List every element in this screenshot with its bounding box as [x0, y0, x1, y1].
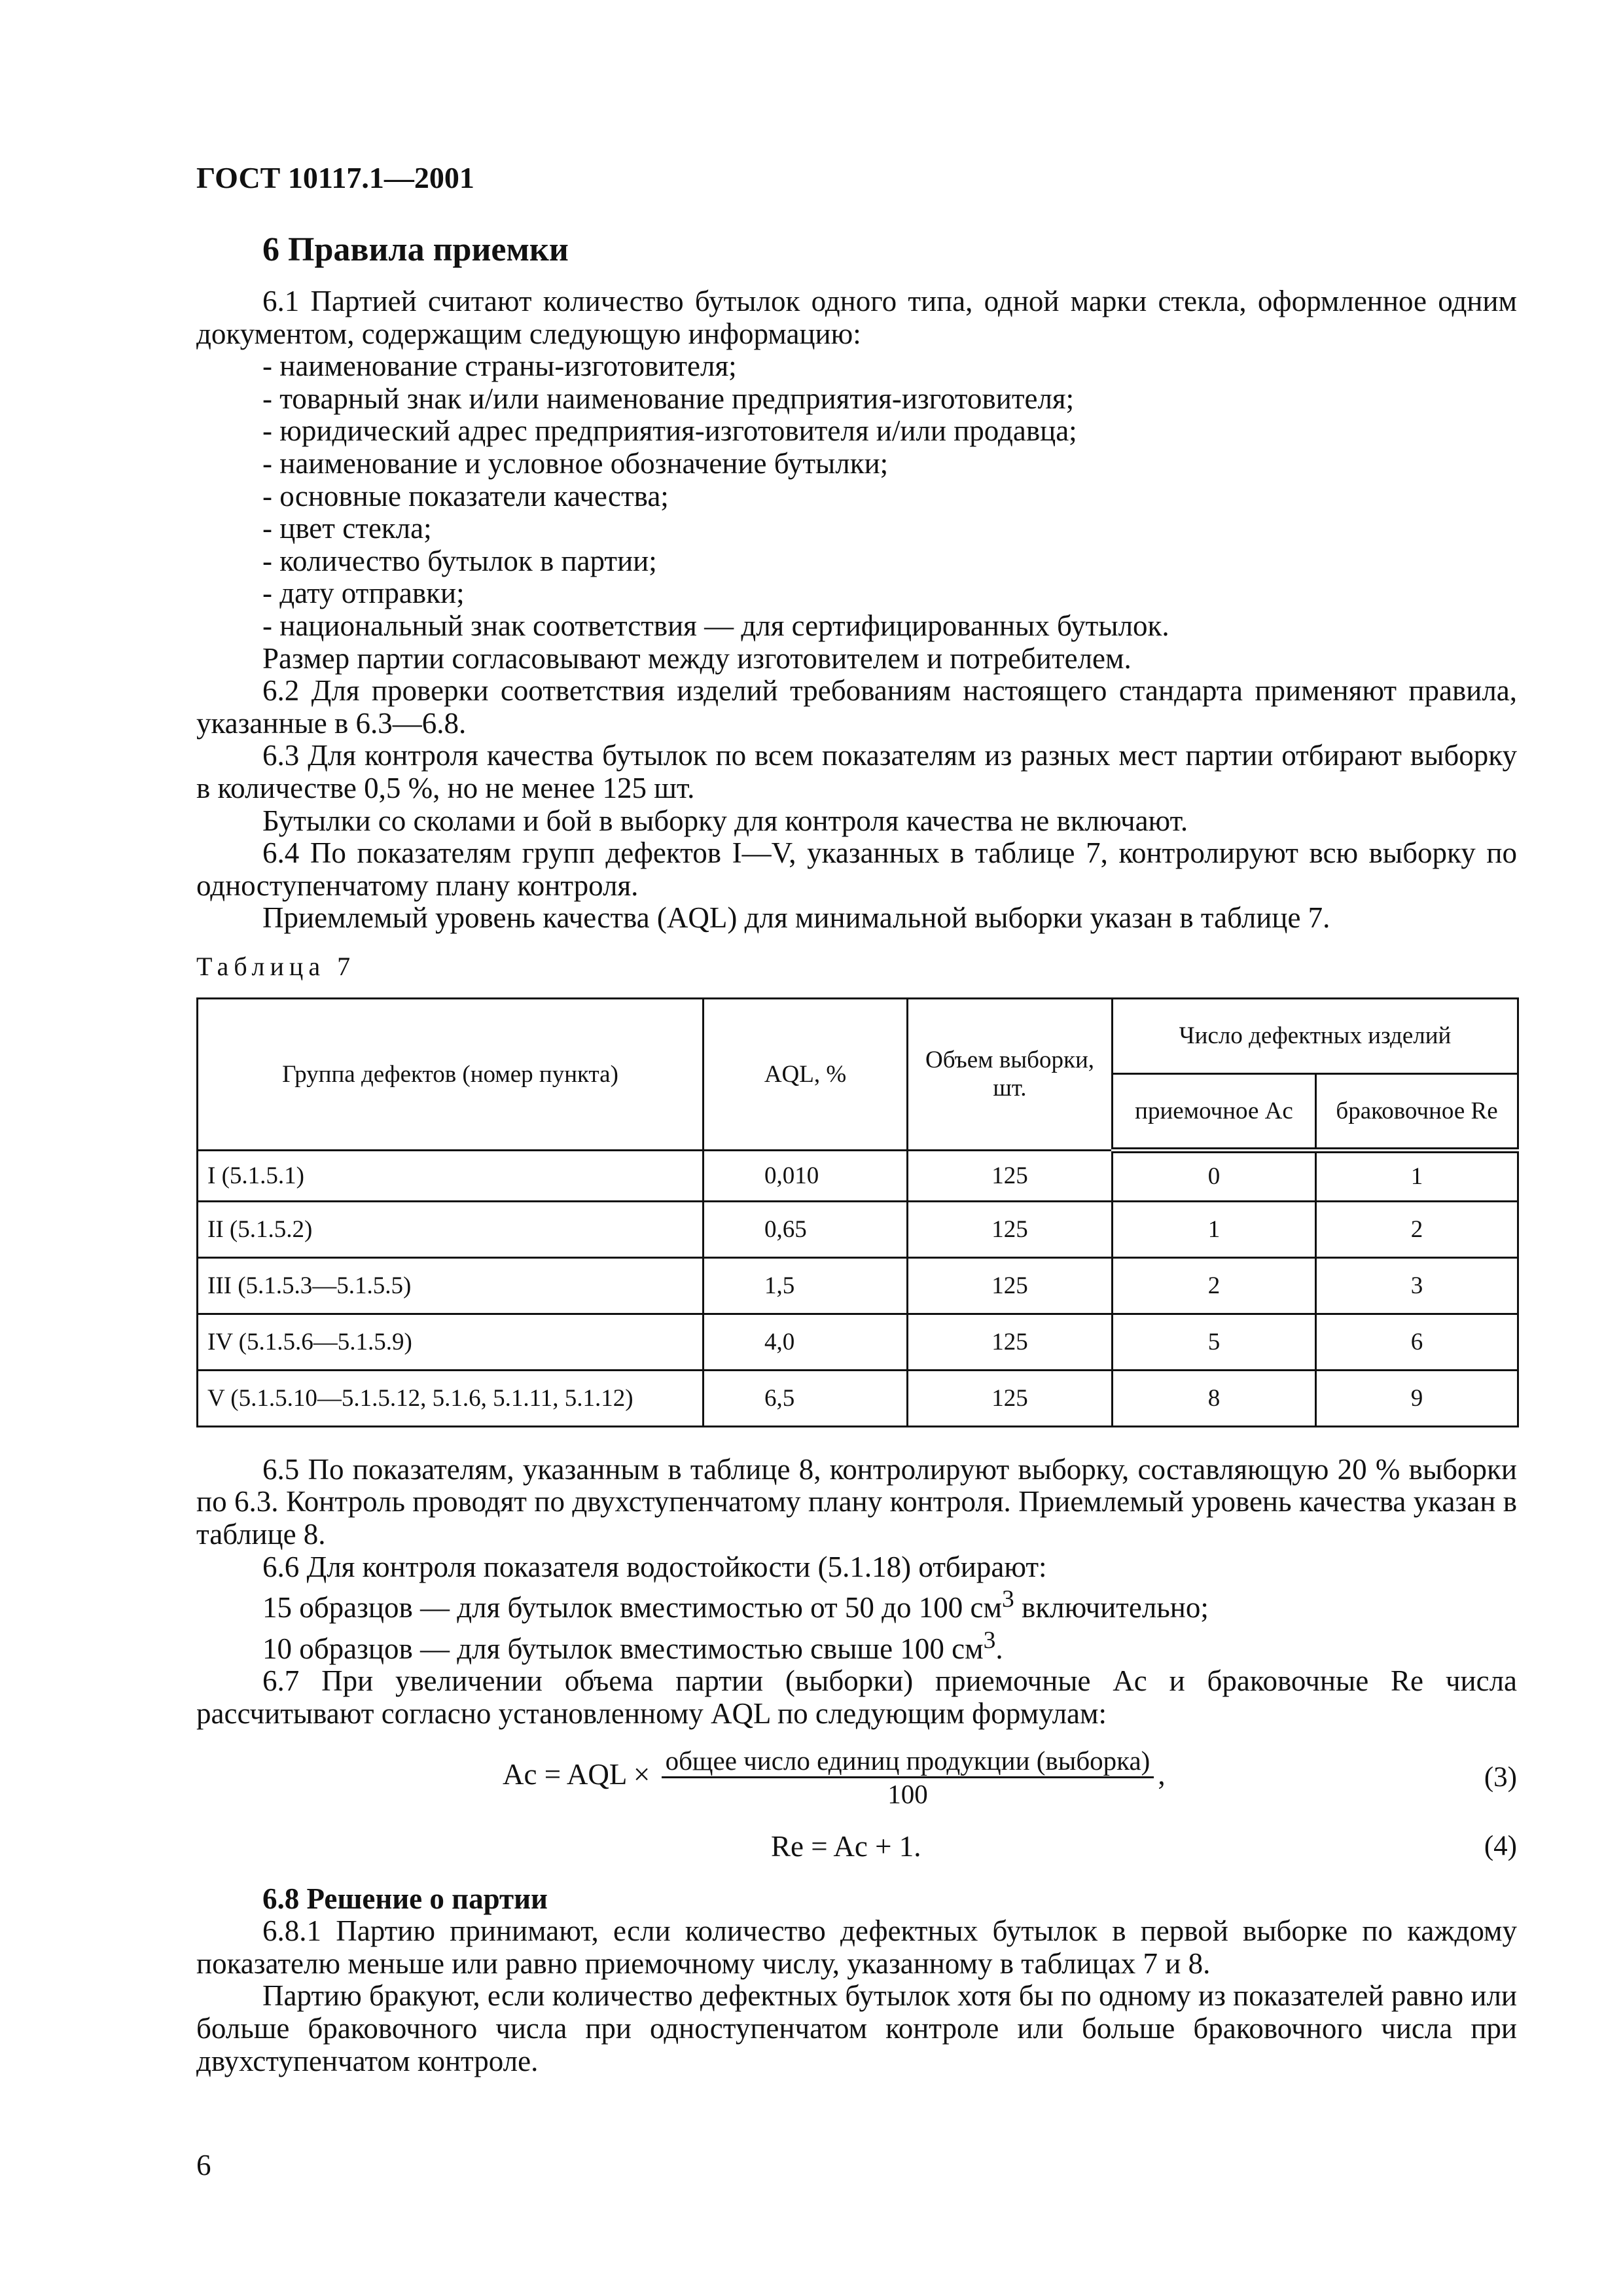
paragraph-6-8-1: 6.8.1 Партию принимают, если количество дефектных бутылок в первой выборке по каждому показателю меньше или равно приемочному числу, указанному в таблицах 7 и 8.	[196, 1914, 1517, 1980]
cell-sample: 125	[908, 1314, 1113, 1370]
cell-sample: 125	[908, 1370, 1113, 1426]
list-item: - цвет стекла;	[262, 512, 432, 545]
list-item: - наименование страны-изготовителя;	[262, 350, 737, 383]
cell-ac: 2	[1113, 1257, 1316, 1314]
cell-re: 6	[1316, 1314, 1518, 1370]
paragraph-6-3: 6.3 Для контроля качества бутылок по всем показателям из разных мест партии отбирают выборку в количестве 0,5 %, но не менее 125 шт.	[196, 739, 1517, 804]
document-header: ГОСТ 10117.1—2001	[196, 161, 474, 194]
formula-lhs: Ac = AQL ×	[503, 1757, 651, 1791]
cell-re: 1	[1316, 1150, 1518, 1201]
list-item: - национальный знак соответствия — для сертифицированных бутылок.	[262, 609, 1169, 642]
formula-4: Re = Ac + 1.	[771, 1829, 921, 1863]
header-group: Группа дефектов (номер пункта)	[198, 998, 704, 1150]
paragraph-6-7: 6.7 При увеличении объема партии (выборки) приемочные Ac и браковочные Re числа рассчитывают согласно установленному AQL по следующим формулам:	[196, 1664, 1517, 1731]
cell-ac: 5	[1113, 1314, 1316, 1370]
list-item: - основные показатели качества;	[262, 479, 669, 512]
list-item: - товарный знак и/или наименование предприятия-изготовителя;	[262, 382, 1075, 415]
table-row	[198, 1370, 1518, 1426]
paragraph-6-6: 6.6 Для контроля показателя водостойкости (5.1.18) отбирают:	[262, 1550, 1047, 1583]
section-body-2	[196, 1454, 1517, 1731]
header-defects: Число дефектных изделий	[1113, 998, 1518, 1073]
paragraph: Бутылки со сколами и бой в выборку для контроля качества не включают.	[262, 804, 1188, 837]
text: .	[995, 1632, 1003, 1665]
table-row	[198, 1150, 1518, 1201]
table-7	[196, 997, 1519, 1427]
list-item: - количество бутылок в партии;	[262, 544, 657, 577]
cell-aql: 0,65	[704, 1201, 908, 1257]
formula-tail: ,	[1158, 1757, 1166, 1791]
paragraph-6-5: 6.5 По показателям, указанным в таблице 8, контролируют выборку, составляющую 20 % выборки по 6.3. Контроль проводят по двухступенчатому плану контроля. Приемлемый уровень качества указан в таблице 8.	[196, 1452, 1517, 1551]
cell-ac: 0	[1113, 1150, 1316, 1201]
page-number: 6	[196, 2149, 211, 2181]
cell-re: 2	[1316, 1201, 1518, 1257]
text: включительно;	[1014, 1591, 1209, 1624]
list-item: - юридический адрес предприятия-изготовителя и/или продавца;	[262, 414, 1077, 448]
cell-aql: 1,5	[704, 1257, 908, 1314]
section-body-1	[196, 285, 1517, 935]
superscript: 3	[1002, 1586, 1014, 1613]
cell-group: III (5.1.5.3—5.1.5.5)	[198, 1257, 704, 1314]
cell-group: I (5.1.5.1)	[198, 1150, 704, 1201]
cell-sample: 125	[908, 1201, 1113, 1257]
formula-3-row	[196, 1745, 1517, 1810]
table-row	[198, 1257, 1518, 1314]
header-aql: AQL, %	[704, 998, 908, 1150]
paragraph-6-2: 6.2 Для проверки соответствия изделий требованиям настоящего стандарта применяют правила, указанные в 6.3—6.8.	[196, 674, 1517, 740]
table-caption: Таблица 7	[196, 951, 356, 981]
section-title: 6 Правила приемки	[262, 231, 569, 268]
cell-re: 3	[1316, 1257, 1518, 1314]
cell-aql: 0,010	[704, 1150, 908, 1201]
header-re: браковочное Re	[1316, 1073, 1518, 1150]
page-content	[196, 160, 1517, 2077]
list-item: - наименование и условное обозначение бутылки;	[262, 446, 889, 480]
table-row	[198, 1314, 1518, 1370]
list-item: - дату отправки;	[262, 577, 465, 610]
text: 15 образцов — для бутылок вместимостью от 50 до 100 см	[262, 1591, 1002, 1624]
formula-3	[503, 1745, 1166, 1810]
paragraph: Размер партии согласовывают между изготовителем и потребителем.	[262, 641, 1132, 675]
denominator: 100	[887, 1778, 928, 1809]
numerator: общее число единиц продукции (выборка)	[662, 1745, 1154, 1778]
paragraph: Приемлемый уровень качества (AQL) для минимальной выборки указан в таблице 7.	[262, 901, 1330, 935]
text: 10 образцов — для бутылок вместимостью свыше 100 см	[262, 1632, 984, 1665]
cell-group: IV (5.1.5.6—5.1.5.9)	[198, 1314, 704, 1370]
cell-ac: 8	[1113, 1370, 1316, 1426]
cell-sample: 125	[908, 1257, 1113, 1314]
cell-group: V (5.1.5.10—5.1.5.12, 5.1.6, 5.1.11, 5.1.12)	[198, 1370, 704, 1426]
subsection-heading: 6.8 Решение о партии	[262, 1882, 548, 1915]
header-sample: Объем выборки, шт.	[908, 998, 1113, 1150]
table-row	[198, 1201, 1518, 1257]
paragraph: Партию бракуют, если количество дефектных бутылок хотя бы по одному из показателей равно или больше браковочного числа при одноступенчатом контроле или больше браковочного числа при двухступенчатом контроле.	[196, 1979, 1518, 2077]
cell-group: II (5.1.5.2)	[198, 1201, 704, 1257]
superscript: 3	[983, 1626, 996, 1654]
cell-sample: 125	[908, 1150, 1113, 1201]
fraction	[662, 1745, 1154, 1810]
equation-number-4: (4)	[1484, 1831, 1517, 1862]
cell-ac: 1	[1113, 1201, 1316, 1257]
paragraph-6-4: 6.4 По показателям групп дефектов I—V, указанных в таблице 7, контролируют всю выборку по одноступенчатому плану контроля.	[196, 836, 1517, 902]
cell-re: 9	[1316, 1370, 1518, 1426]
cell-aql: 6,5	[704, 1370, 908, 1426]
header-ac: приемочное Ac	[1113, 1073, 1316, 1150]
paragraph	[196, 1583, 1517, 1624]
cell-aql: 4,0	[704, 1314, 908, 1370]
formula-4-row	[196, 1829, 1517, 1863]
paragraph-6-1: 6.1 Партией считают количество бутылок одного типа, одной марки стекла, оформленное одним документом, содержащим следующую информацию:	[196, 285, 1517, 350]
equation-number-3: (3)	[1484, 1761, 1517, 1793]
paragraph	[196, 1624, 1517, 1666]
section-body-3	[196, 1883, 1517, 2078]
